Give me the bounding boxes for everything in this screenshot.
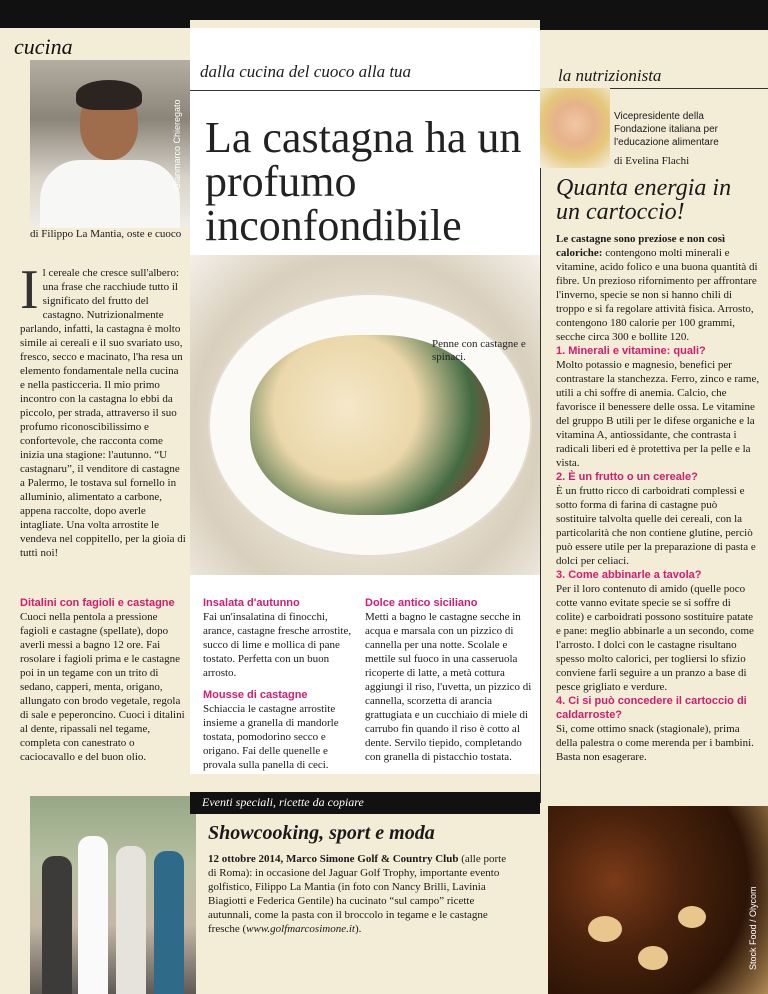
recipe-title: Mousse di castagne <box>203 689 308 701</box>
nutrition-question: 2. È un frutto o un cereale? <box>556 471 698 483</box>
pasta-photo <box>190 255 540 575</box>
events-body <box>208 852 508 936</box>
recipe-text: Metti a bagno le castagne secche in acqua e marsala con un pizzico di cannella per una notte. Scolale e mettile sul fuoco in una casseruola ricoperte di latte, a metà cottura aggiungi il riso, l'uvetta, un pizzico di cannella, scorzetta di arancia grattugiata e un cucchiaio di miele di carrubo fin quando il riso è cotto al dente. Servilo tiepido, completando con granella di pistacchio tostata. <box>365 611 532 763</box>
nutrition-body <box>556 232 760 764</box>
recipe <box>20 596 186 764</box>
events-band-label: Eventi speciali, ricette da copiare <box>202 795 364 809</box>
recipe-title: Insalata d'autunno <box>203 597 300 609</box>
intro-text: l cereale che cresce sull'albero: una frase che racchiude tutto il significato del frutto del castagno. Nutrizionalmente parlando, infatti, la castagna è molto simile ai cereali e il suo svariato uso, fresco, secco e macinato, l'ha resa un elemento fondamentale nella cucina e nella pasticceria. Il mio primo incontro con la castagna lo ebbi da piccolo, per strada, attraverso il suo profumo riconoscibilissimo e confortevole, che racconta come inizia una stagione: l'autunno. “U castagnaru”, il venditore di castagne a Palermo, le tostava sul fornello in alluminio, alimentato a carbone, appena raccolte, dopo averle intagliate. Una volta arrostite le vendeva nel coppitello, per la gioia di tutti noi! <box>20 267 186 559</box>
column-header-nutritionist: la nutrizionista <box>558 66 662 85</box>
nutrition-answer: Per il loro contenuto di amido (quelle poco cotte vanno evitate specie se si soffre di colite) e carboidrati possono sostituire patate e pane: meglio abbinarle a un secondo, come l'arrosto. I dolci con le castagne risultano spesso molto calorici, per togliersi lo sfizio conviene farli seguire a un pranzo a base di pesce grigliato e verdure. <box>556 583 754 693</box>
nutrition-question: 4. Ci si può concedere il cartoccio di caldarroste? <box>556 695 747 721</box>
recipe <box>203 688 353 772</box>
photo-caption: Penne con castagne e spinaci. <box>432 338 526 363</box>
recipe-text: Cuoci nella pentola a pressione fagioli e castagne (spellate), dopo averli messi a bagno 12 ore. Fai rosolare i fagioli prima e le castagne poi in un tegame con un trito di sedano, capperi, menta, origano, allungato con brodo vegetale, regola di sale e peperoncino. Cuoci i ditalini al dente, ripassali nel tegame, completa con canestrato o caciocavallo e del buon olio. <box>20 611 185 763</box>
top-bar-left <box>0 0 190 28</box>
nutrition-answer: È un frutto ricco di carboidrati complessi e sotto forma di farina di castagne può sostituire talvolta quelle dei cereali, con la particolarità che non contiene glutine, perciò può essere utile per la preparazione di pasta e dolci per celiaci. <box>556 485 756 567</box>
top-bar-right <box>540 0 768 30</box>
photo-credit: Gianmarco Chieregato <box>172 99 182 190</box>
nutritionist-role: Vicepresidente della Fondazione italiana per l'educazione alimentare <box>614 111 719 148</box>
event-group-photo <box>30 796 196 994</box>
article-title: La castagna ha un profumo inconfondibile <box>205 113 522 250</box>
nutrition-lead: contengono molti minerali e vitamine, acido folico e una buona quantità di fibre. Un prezioso rifornimento per affrontare l'inverno, specie se non si hanno chili di troppo e si fa regolare attività fisica. Arrosto, contengono 180 calorie per 100 grammi, secche circa 300 e bollite 120. <box>556 247 758 343</box>
recipe-title: Ditalini con fagioli e castagne <box>20 597 175 609</box>
chef-byline: di Filippo La Mantia, oste e cuoco <box>30 228 182 240</box>
recipe-text: Fai un'insalatina di finocchi, arance, castagne fresche arrostite, succo di lime e mollica di pane tostato. Perfetta con un buon arrosto. <box>203 611 352 679</box>
recipe <box>203 596 353 680</box>
section-label: cucina <box>14 34 73 59</box>
nutritionist-byline: di Evelina Flachi <box>614 155 690 167</box>
column-rule <box>540 168 541 803</box>
nutritionist-photo <box>540 88 610 168</box>
header-divider <box>190 90 540 91</box>
nutrition-question: 1. Minerali e vitamine: quali? <box>556 345 706 357</box>
chef-photo <box>30 60 190 228</box>
events-tail: ). <box>354 923 362 935</box>
nutrition-title: Quanta energia in un cartoccio! <box>556 175 732 225</box>
nutrition-answer: Sì, come ottimo snack (stagionale), prima della palestra o come merenda per i bambini. Basta non esagerare. <box>556 723 754 763</box>
photo-credit: Stock Food / Olycom <box>748 886 758 970</box>
nutrition-lead-bold: Le castagne sono preziose e non così caloriche: <box>556 233 726 259</box>
events-band <box>190 792 540 814</box>
article-intro <box>20 259 186 560</box>
recipe-text: Schiaccia le castagne arrostite insieme a granella di mandorle tostata, pomodorino secco e origano. Fai delle quenelle e provala sulla panella di ceci. <box>203 703 339 771</box>
nutrition-answer: Molto potassio e magnesio, benefici per contrastare la stanchezza. Ferro, zinco e rame, utili a chi soffre di anemia. Calcio, che favorisce il benessere delle ossa. Le vitamine del gruppo B utili per le difese organiche e la vitamina A, antiossidante, che contrasta i radicali liberi ed è protettiva per la pelle e la vista. <box>556 359 760 469</box>
chestnuts-photo <box>548 806 768 994</box>
top-bar-middle <box>190 0 540 20</box>
events-lead: 12 ottobre 2014, Marco Simone Golf & Country Club <box>208 853 459 865</box>
column-header-chef: dalla cucina del cuoco alla tua <box>200 62 412 81</box>
events-title: Showcooking, sport e moda <box>208 822 435 844</box>
events-link[interactable]: www.golfmarcosimone.it <box>246 923 355 935</box>
recipe <box>365 596 535 764</box>
recipe-title: Dolce antico siciliano <box>365 597 478 609</box>
events-text: (alle porte di Roma): in occasione del Jaguar Golf Trophy, importante evento golfistico, Filippo La Mantia (in foto con Nancy Brilli, Lavinia Biagiotti e Federica Gentile) ha cucinato “sul campo” ricette autunnali, come la pasta con il broccolo in tegame e le castagne fresche ( <box>208 853 507 935</box>
nutrition-question: 3. Come abbinarle a tavola? <box>556 569 702 581</box>
dropcap: I <box>20 259 39 321</box>
